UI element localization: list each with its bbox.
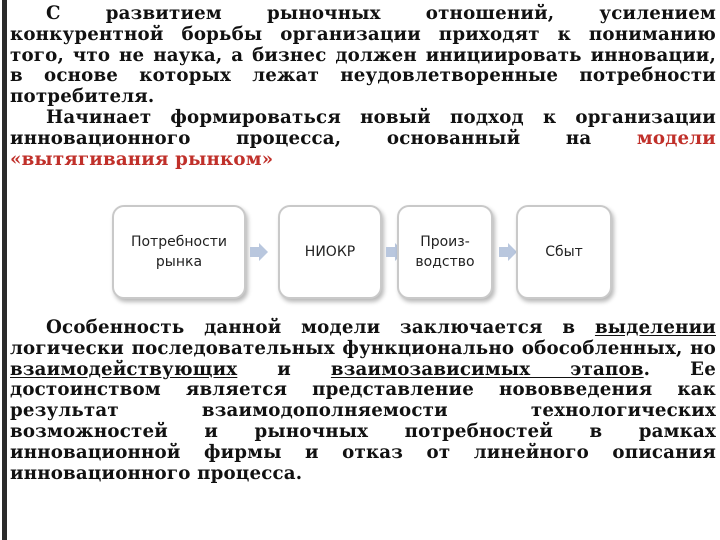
paragraph-text: С развитием рыночных отношений, усилением конкурентной борьбы организации приходят к пониманию того, что не наука, а бизнес должен инициировать инновации, в основе которых лежат неудовлетворенные потребности потребителя. bbox=[10, 3, 716, 108]
paragraph-market-relations bbox=[10, 4, 716, 108]
lower-text-block bbox=[10, 318, 716, 484]
paragraph-text: . Ее достоинством является представление нововведения как результат взаимодополняемости технологических возможностей и рыночных потребностей в рамках инновационной фирмы и отказ от линейного описания инновационного процесса. bbox=[10, 358, 716, 484]
paragraph-text: Начинает формироваться новый подход к организации инновационного процесса, основанный на bbox=[10, 106, 716, 149]
paragraph-model-features bbox=[10, 318, 716, 484]
upper-text-block bbox=[10, 4, 716, 170]
market-pull-diagram bbox=[112, 205, 712, 305]
stage-box-market-needs: Потребности рынка bbox=[112, 205, 246, 299]
paragraph-text: Особенность данной модели заключается в bbox=[46, 317, 595, 338]
stage-box-production: Произ- водство bbox=[397, 205, 493, 299]
paragraph-new-approach bbox=[10, 108, 716, 170]
left-border-bar bbox=[2, 0, 7, 540]
underlined-term: взаимодействующих bbox=[10, 358, 238, 380]
right-arrow-icon bbox=[250, 243, 268, 261]
paragraph-text: логически последовательных функционально обособленных, но bbox=[10, 337, 716, 359]
right-arrow-icon bbox=[499, 243, 517, 261]
stage-box-sales: Сбыт bbox=[516, 205, 612, 299]
highlight-model-name: модели «вытягивания рынком» bbox=[10, 127, 716, 170]
underlined-term: выделении bbox=[594, 317, 716, 338]
stage-box-rnd: НИОКР bbox=[278, 205, 382, 299]
underlined-term: взаимозависимых этапов bbox=[330, 358, 644, 380]
paragraph-text: и bbox=[237, 358, 331, 380]
